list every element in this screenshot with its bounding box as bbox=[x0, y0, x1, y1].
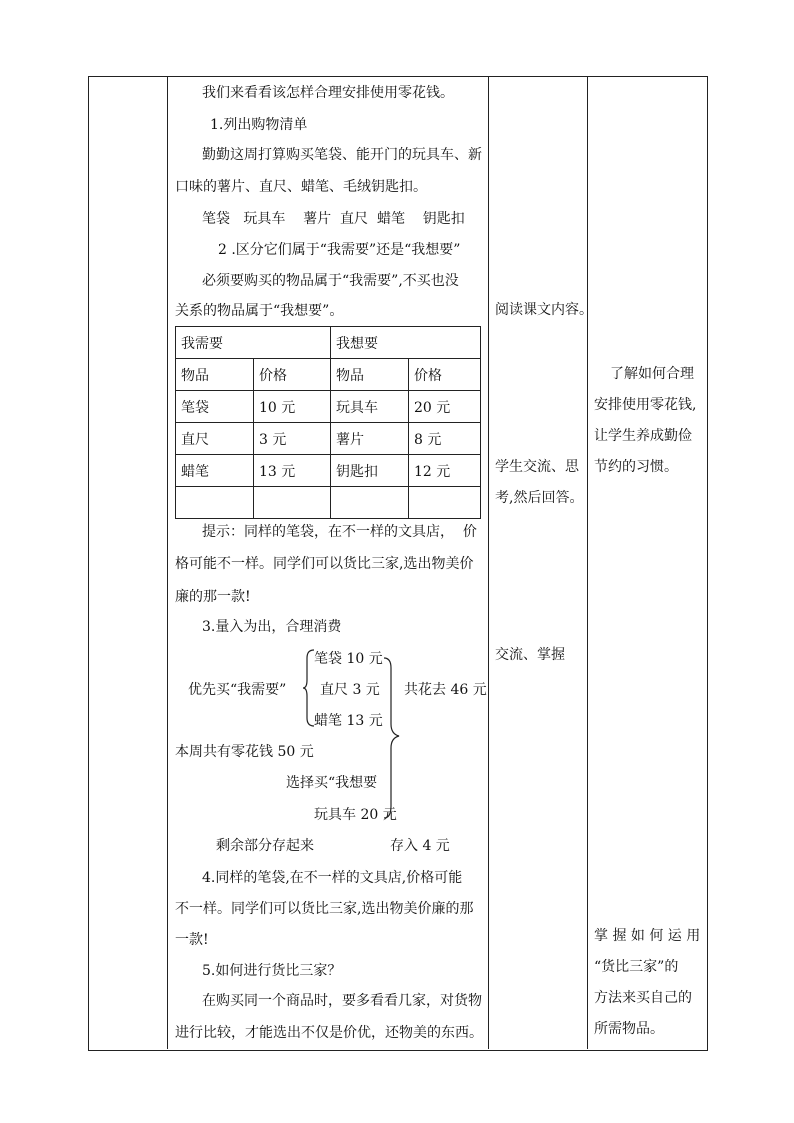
step4-line3: 一款! bbox=[175, 932, 209, 948]
tip-line1: 提示：同样的笔袋，在不一样的文具店， 价 bbox=[202, 524, 477, 540]
step1-line2: 口味的薯片、直尺、蜡笔、毛绒钥匙扣。 bbox=[175, 179, 427, 195]
tip-line2: 格可能不一样。同学们可以货比三家,选出物美价 bbox=[175, 556, 474, 572]
need-header: 我需要 bbox=[176, 327, 331, 359]
student-activity-discuss-2: 考,然后回答。 bbox=[495, 490, 584, 506]
step1-title: 1.列出购物清单 bbox=[210, 117, 308, 133]
table-cell: 20 元 bbox=[409, 391, 481, 423]
plan-choose-label: 选择买“我想要 bbox=[286, 775, 378, 791]
step5-line1: 在购买同一个商品时，要多看看几家，对货物 bbox=[202, 993, 482, 1009]
need-item-col: 物品 bbox=[176, 359, 254, 391]
step5-line2: 进行比较，才能选出不仅是价优，还物美的东西。 bbox=[175, 1025, 483, 1041]
intent-1-line3: 让学生养成勤俭 bbox=[594, 428, 692, 444]
intent-1-line2: 安排使用零花钱, bbox=[594, 397, 697, 413]
step2-line1: 必须要购买的物品属于“我需要”,不买也没 bbox=[202, 273, 459, 289]
table-header-row bbox=[176, 327, 481, 359]
student-activity-read: 阅读课文内容。 bbox=[495, 302, 593, 318]
table-cell: 钥匙扣 bbox=[331, 455, 409, 487]
intent-1-line4: 节约的习惯。 bbox=[594, 459, 678, 475]
table-cell bbox=[254, 487, 331, 519]
intent-1-line1: 了解如何合理 bbox=[610, 366, 694, 382]
plan-weekly-money: 本周共有零花钱 50 元 bbox=[175, 744, 314, 760]
want-price-col: 价格 bbox=[409, 359, 481, 391]
step2-title: 2 .区分它们属于“我需要”还是“我想要” bbox=[218, 242, 461, 258]
left-brace-icon bbox=[302, 648, 316, 728]
table-row bbox=[176, 487, 481, 519]
table-cell bbox=[331, 487, 409, 519]
plan-item-crayon: 蜡笔 13 元 bbox=[314, 713, 383, 729]
table-cell: 13 元 bbox=[254, 455, 331, 487]
intent-2-line3: 方法来买自己的 bbox=[594, 990, 692, 1006]
table-row bbox=[176, 391, 481, 423]
table-cell: 蜡笔 bbox=[176, 455, 254, 487]
step4-line1: 4.同样的笔袋,在不一样的文具店,价格可能 bbox=[202, 870, 463, 886]
want-item-col: 物品 bbox=[331, 359, 409, 391]
items-list: 笔袋 玩具车 薯片 直尺 蜡笔 钥匙扣 bbox=[202, 211, 465, 227]
plan-total: 共花去 46 元 bbox=[404, 682, 487, 698]
step4-line2: 不一样。同学们可以货比三家,选出物美价廉的那 bbox=[175, 901, 474, 917]
student-activity-discuss-1: 学生交流、思 bbox=[495, 459, 579, 475]
column-divider-1 bbox=[167, 76, 168, 1049]
step5-title: 5.如何进行货比三家？ bbox=[202, 963, 342, 979]
plan-item-pencil-case: 笔袋 10 元 bbox=[314, 651, 383, 667]
table-cell: 玩具车 bbox=[331, 391, 409, 423]
right-brace-icon bbox=[382, 656, 402, 820]
table-cell: 8 元 bbox=[409, 423, 481, 455]
table-cell: 12 元 bbox=[409, 455, 481, 487]
table-cell: 薯片 bbox=[331, 423, 409, 455]
plan-item-ruler: 直尺 3 元 bbox=[320, 682, 380, 698]
table-cell: 10 元 bbox=[254, 391, 331, 423]
step1-line1: 勤勤这周打算购买笔袋、能开门的玩具车、新 bbox=[202, 147, 482, 163]
step2-line2: 关系的物品属于“我想要”。 bbox=[175, 303, 344, 319]
need-want-table bbox=[175, 326, 481, 519]
table-row bbox=[176, 423, 481, 455]
column-divider-3 bbox=[587, 76, 588, 1049]
plan-item-toy-car: 玩具车 20 元 bbox=[314, 807, 397, 823]
student-activity-master: 交流、掌握 bbox=[495, 647, 565, 663]
table-row bbox=[176, 455, 481, 487]
column-divider-2 bbox=[488, 76, 489, 1049]
plan-priority-label: 优先买“我需要” bbox=[188, 682, 287, 698]
intent-2-line2: “货比三家”的 bbox=[594, 959, 679, 975]
intent-2-line1: 掌 握 如 何 运 用 bbox=[594, 928, 701, 944]
table-cell bbox=[409, 487, 481, 519]
want-header: 我想要 bbox=[331, 327, 481, 359]
table-cell: 直尺 bbox=[176, 423, 254, 455]
tip-line3: 廉的那一款! bbox=[175, 589, 251, 605]
table-subheader-row bbox=[176, 359, 481, 391]
intent-2-line4: 所需物品。 bbox=[594, 1021, 664, 1037]
table-cell: 3 元 bbox=[254, 423, 331, 455]
table-cell: 笔袋 bbox=[176, 391, 254, 423]
plan-save-amount: 存入 4 元 bbox=[390, 838, 450, 854]
table-cell bbox=[176, 487, 254, 519]
step3-title: 3.量入为出，合理消费 bbox=[202, 619, 342, 635]
intro-text: 我们来看看该怎样合理安排使用零花钱。 bbox=[202, 85, 454, 101]
need-price-col: 价格 bbox=[254, 359, 331, 391]
plan-rest-label: 剩余部分存起来 bbox=[216, 838, 314, 854]
